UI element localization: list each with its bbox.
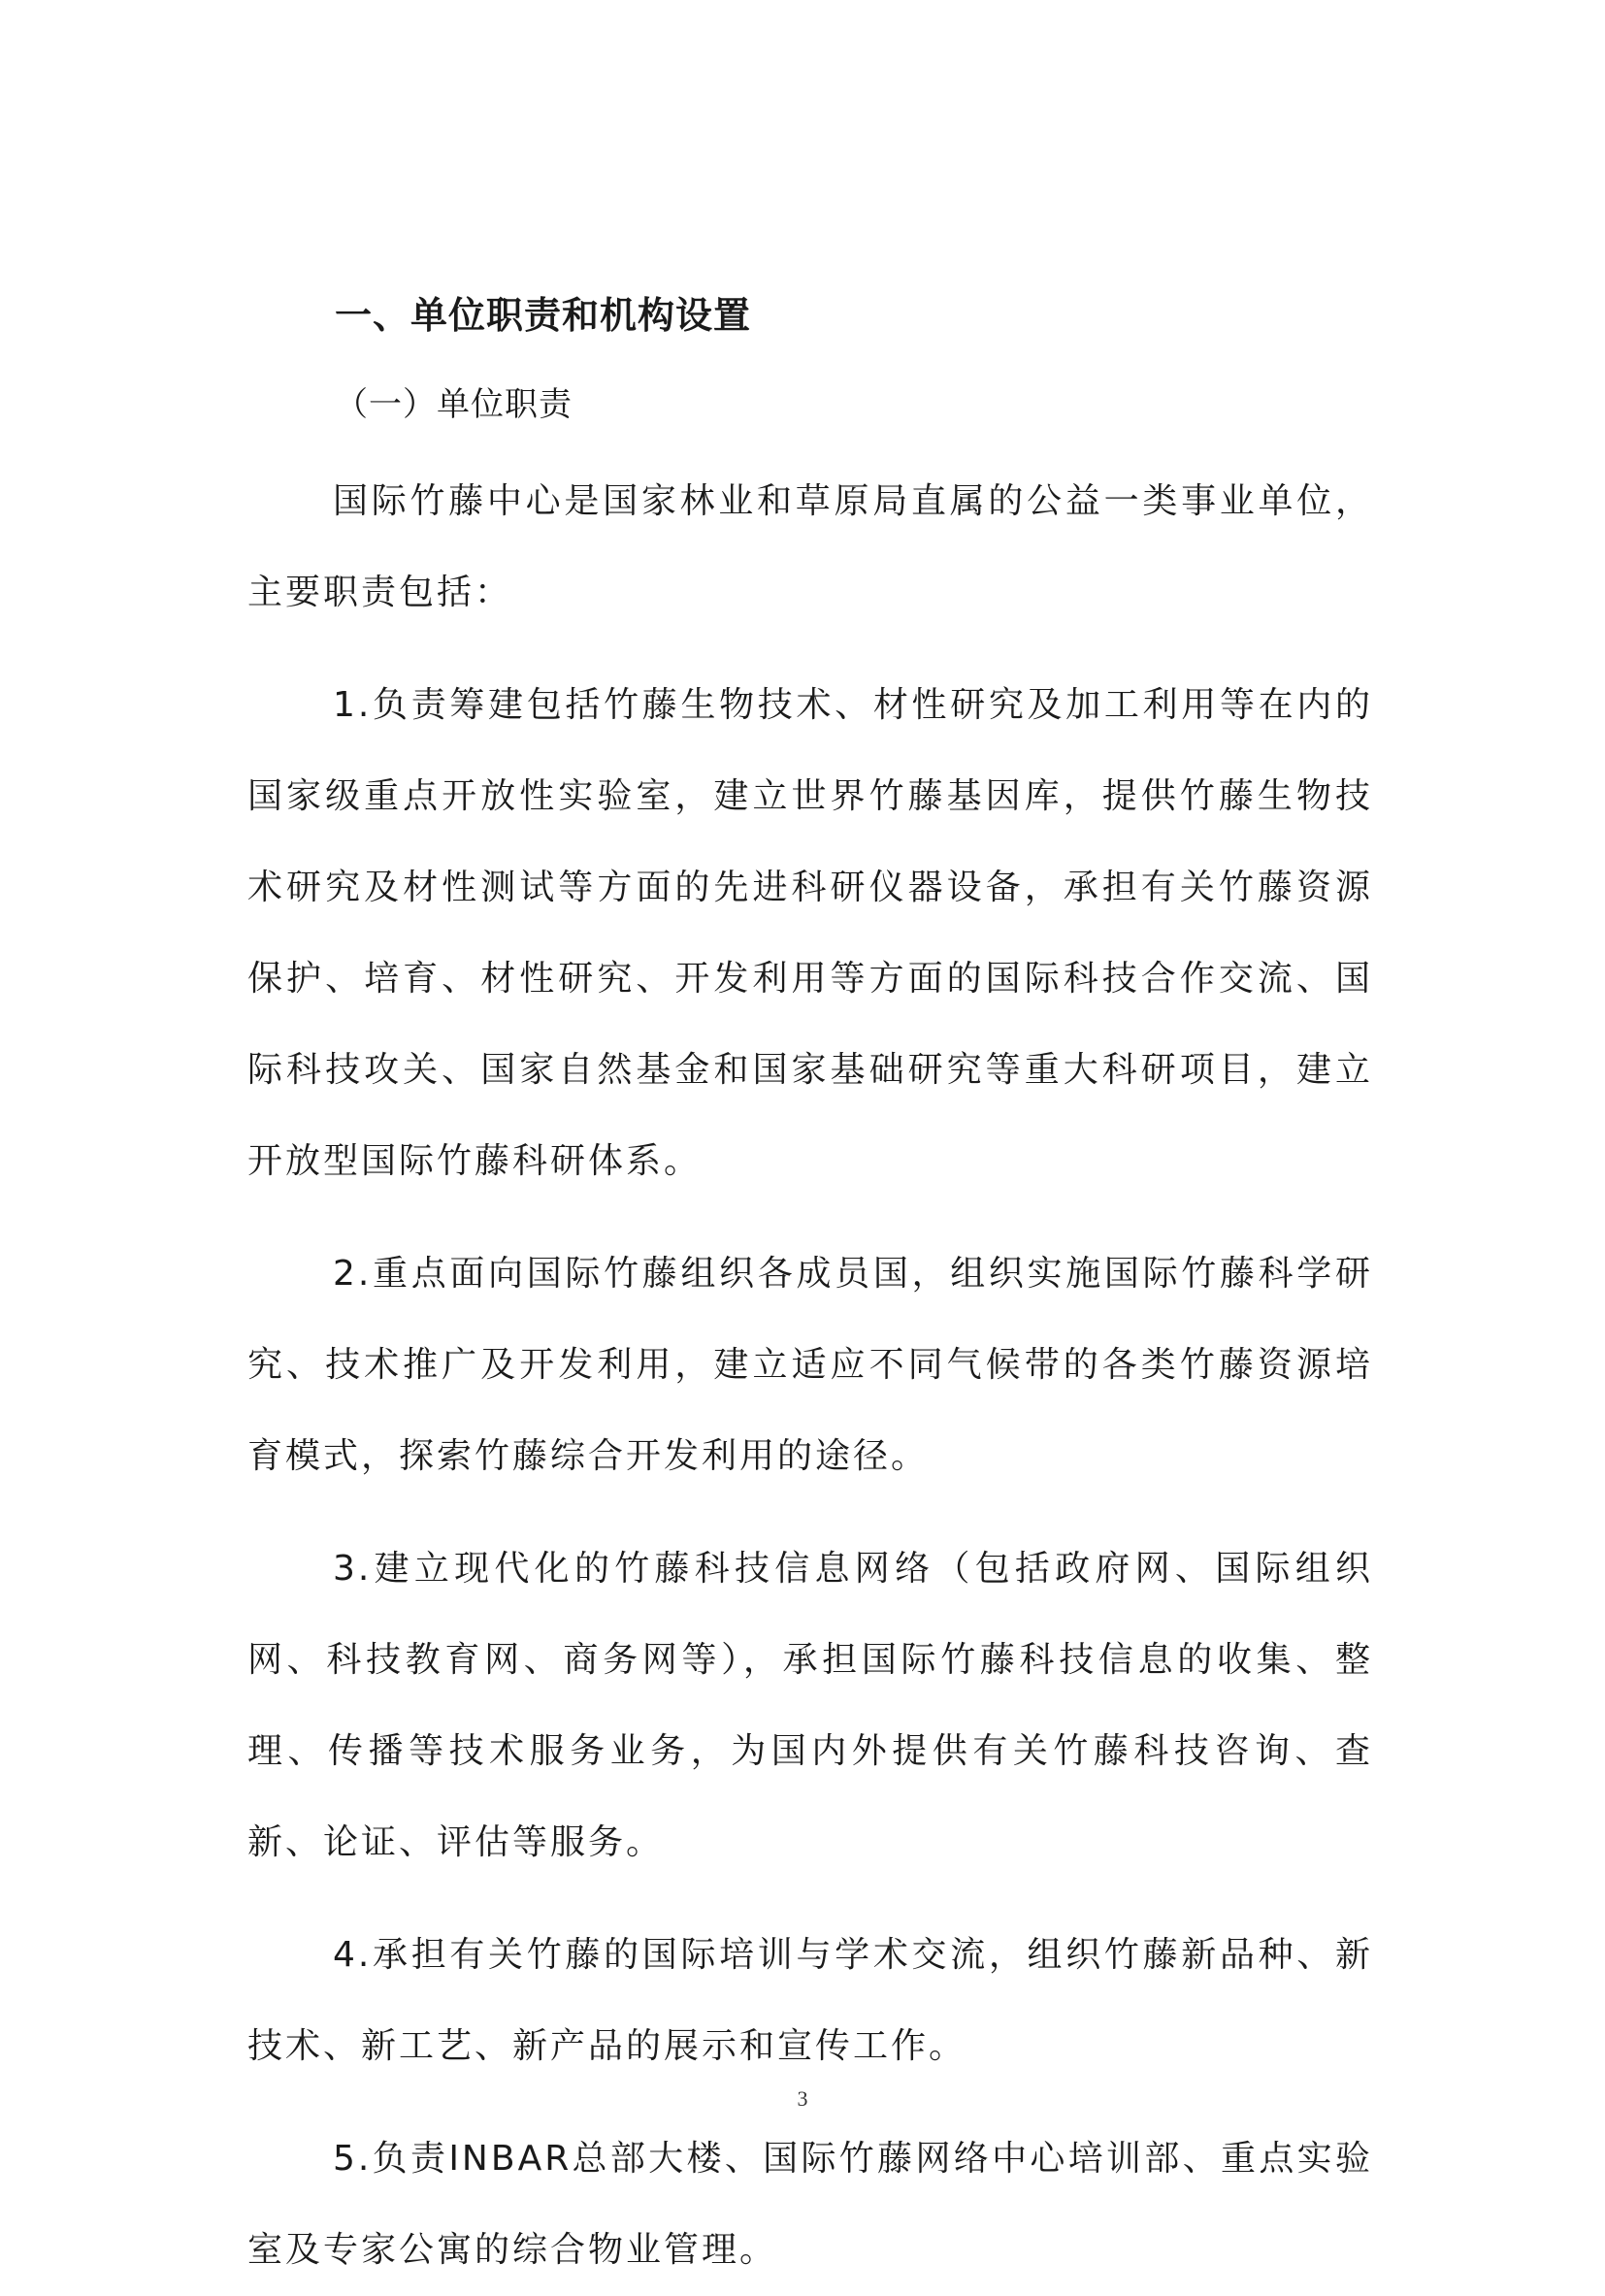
duty-item-2: 2.重点面向国际竹藤组织各成员国，组织实施国际竹藤科学研究、技术推广及开发利用，建立适应不同气候带的各类竹藤资源培育模式，探索竹藤综合开发利用的途径。 bbox=[247, 1254, 1373, 1476]
section-heading: 一、单位职责和机构设置 bbox=[335, 294, 752, 337]
document-body bbox=[247, 281, 1373, 2296]
duty-item-4: 4.承担有关竹藤的国际培训与学术交流，组织竹藤新品种、新技术、新工艺、新产品的展示和宣传工作。 bbox=[247, 1935, 1373, 2066]
duty-item-5: 5.负责INBAR总部大楼、国际竹藤网络中心培训部、重点实验室及专家公寓的综合物业管理。 bbox=[247, 2139, 1373, 2270]
intro-paragraph: 国际竹藤中心是国家林业和草原局直属的公益一类事业单位，主要职责包括： bbox=[247, 481, 1373, 612]
subsection-heading: （一）单位职责 bbox=[335, 385, 573, 424]
duty-item-1: 1.负责筹建包括竹藤生物技术、材性研究及加工利用等在内的国家级重点开放性实验室，建立世界竹藤基因库，提供竹藤生物技术研究及材性测试等方面的先进科研仪器设备，承担有关竹藤资源保护、培育、材性研究、开发利用等方面的国际科技合作交流、国际科技攻关、国家自然基金和国家基础研究等重大科研项目，建立开放型国际竹藤科研体系。 bbox=[247, 685, 1373, 1181]
page-number: 3 bbox=[797, 2086, 808, 2111]
duty-item-3: 3.建立现代化的竹藤科技信息网络（包括政府网、国际组织网、科技教育网、商务网等），承担国际竹藤科技信息的收集、整理、传播等技术服务业务，为国内外提供有关竹藤科技咨询、查新、论证、评估等服务。 bbox=[247, 1549, 1373, 1862]
